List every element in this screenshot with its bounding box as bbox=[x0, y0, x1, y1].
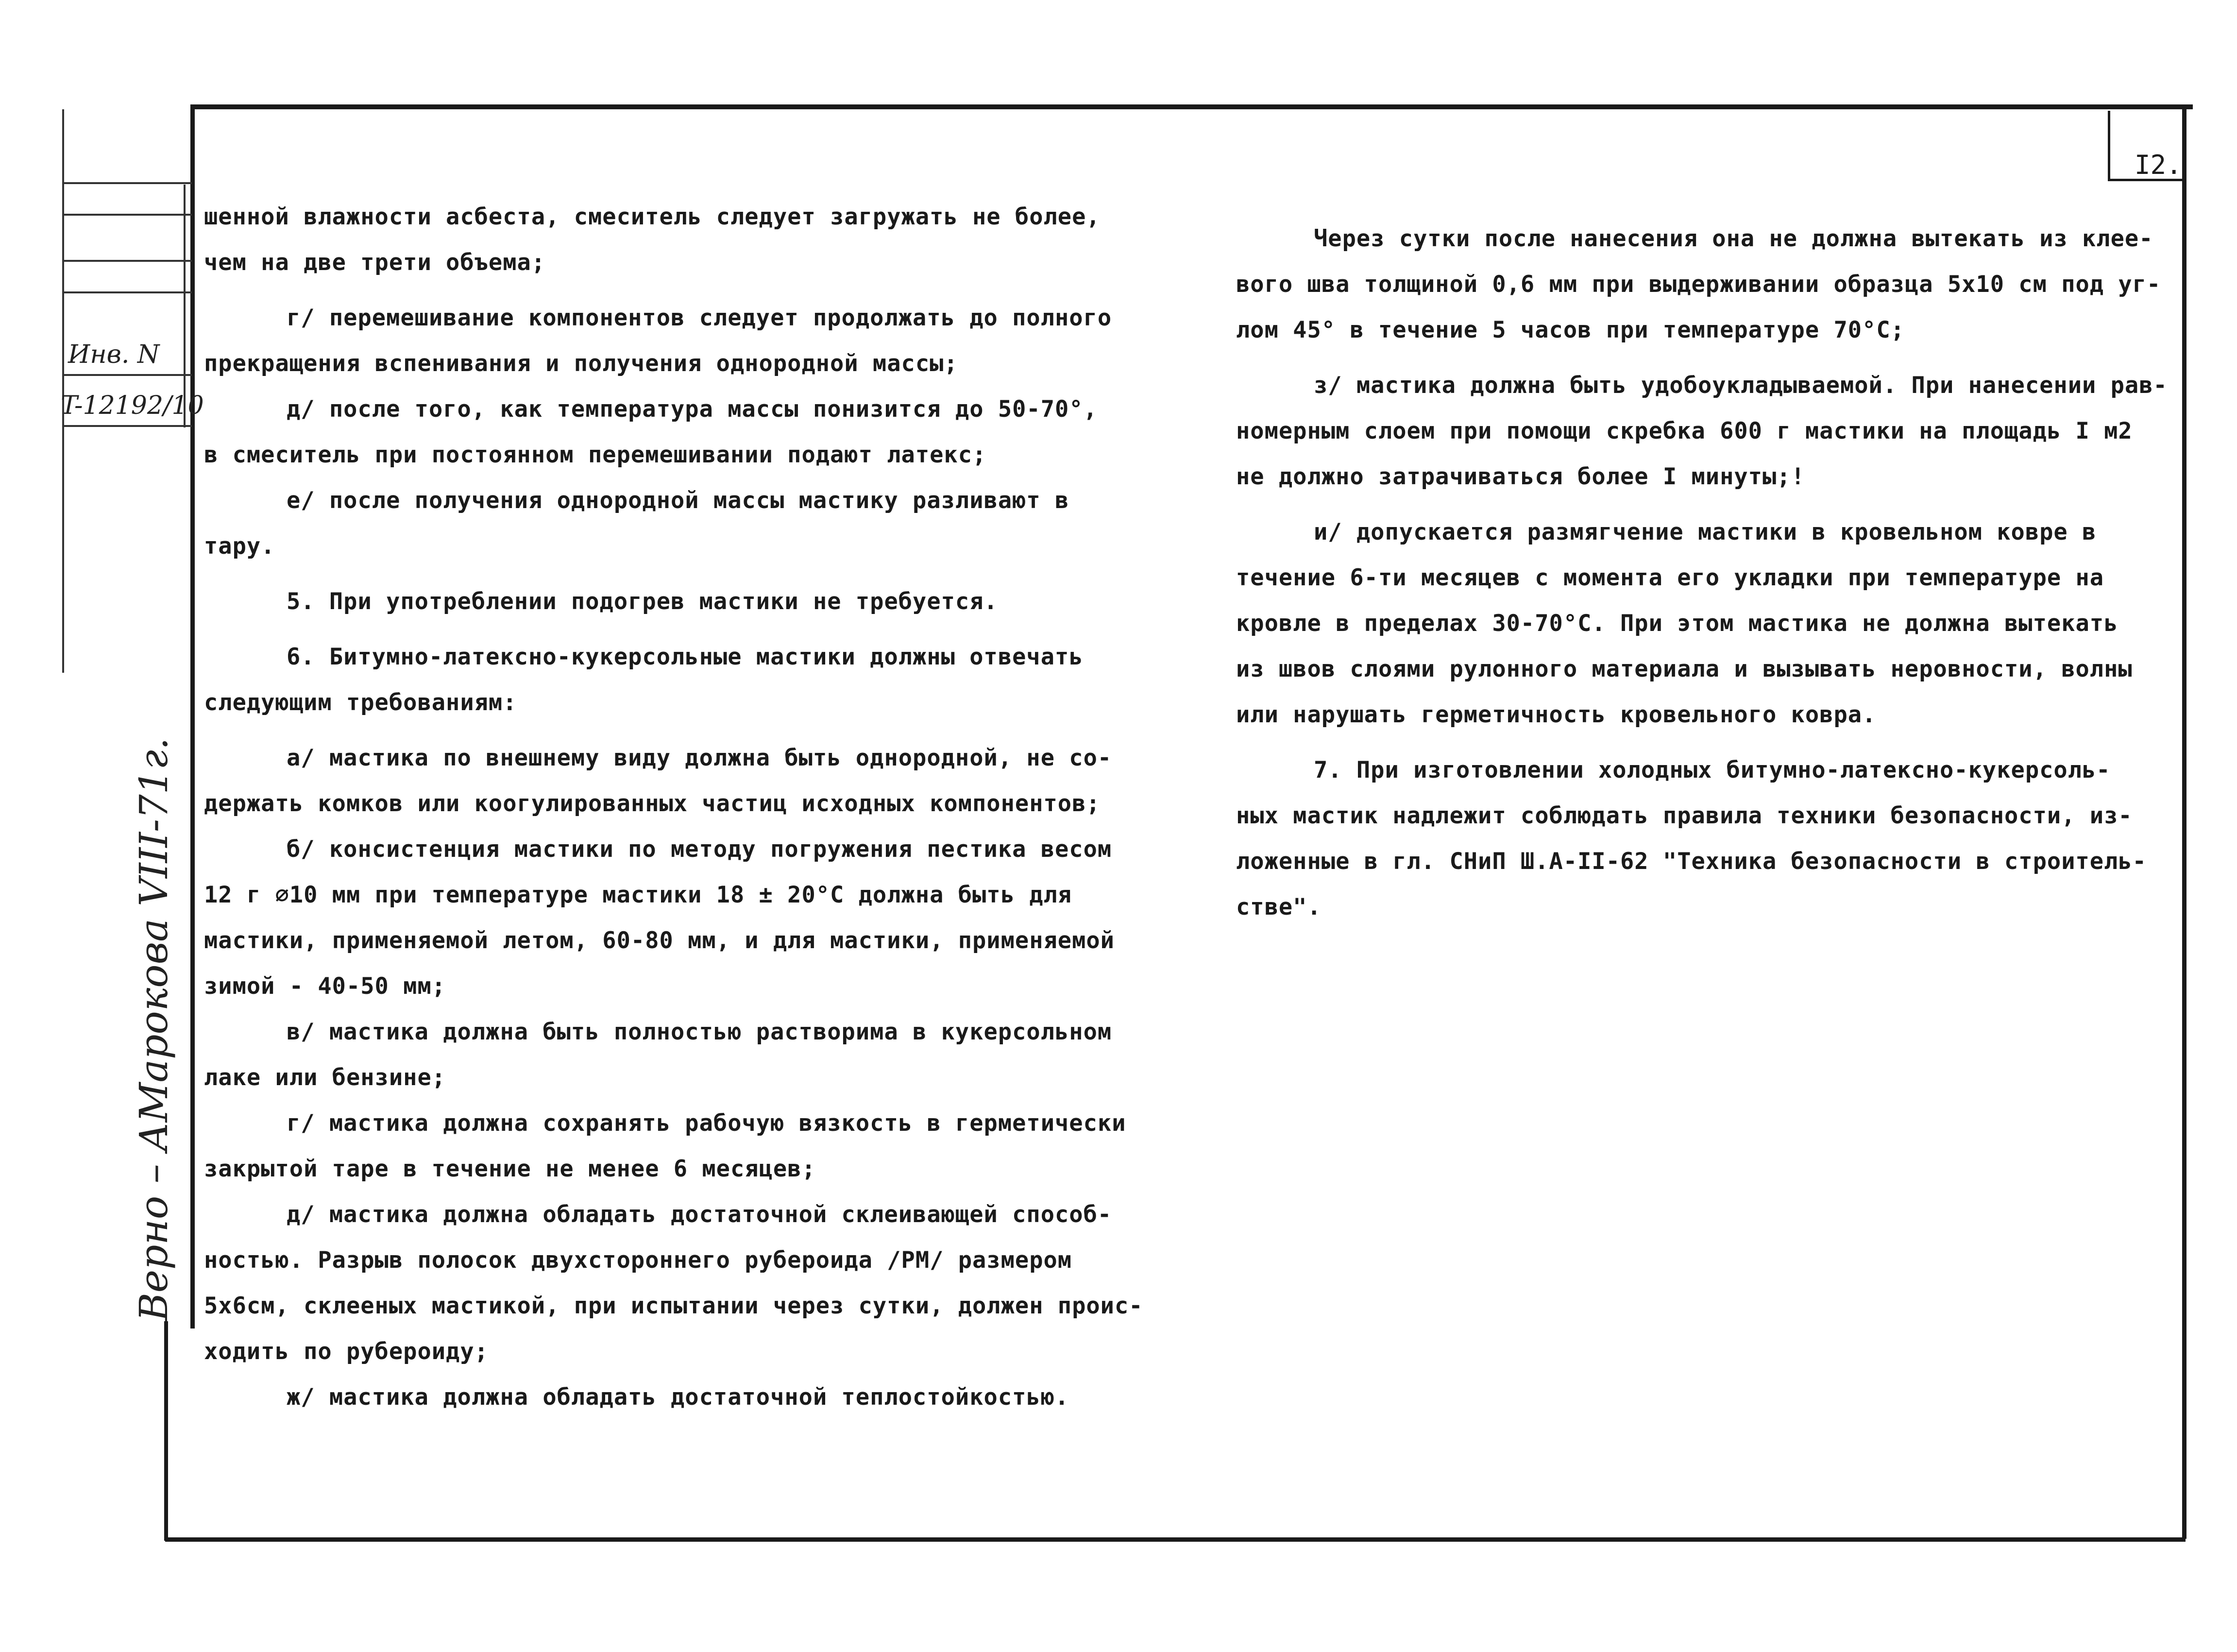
paragraph-gap bbox=[204, 726, 1175, 735]
paragraph-gap bbox=[204, 569, 1175, 579]
frame-top-border bbox=[192, 104, 2193, 109]
stamp-line bbox=[63, 374, 192, 376]
text-line: зимой - 40-50 мм; bbox=[204, 973, 446, 1000]
text-line: 12 г ∅10 мм при температуре мастики 18 ± 20°С должна быть для bbox=[204, 882, 1072, 908]
text-line: г/ мастика должна сохранять рабочую вязкость в герметически bbox=[287, 1110, 1126, 1137]
text-line: стве". bbox=[1236, 894, 1322, 920]
paragraph-gap bbox=[204, 286, 1175, 295]
stamp-line bbox=[63, 291, 192, 293]
text-line: 5. При употреблении подогрев мастики не требуется. bbox=[287, 588, 998, 615]
frame-left-lower-border bbox=[164, 1321, 168, 1541]
text-line: течение 6-ти месяцев с момента его укладки при температуре на bbox=[1236, 564, 2104, 591]
stamp-line bbox=[63, 260, 192, 262]
text-line: закрытой таре в течение не менее 6 месяцев; bbox=[204, 1156, 816, 1182]
text-line: е/ после получения однородной массы мастику разливают в bbox=[287, 487, 1069, 514]
text-line: б/ консистенция мастики по методу погружения пестика весом bbox=[287, 836, 1112, 863]
right-text-column bbox=[1236, 216, 2183, 930]
text-line: из швов слоями рулонного материала и вызывать неровности, волны bbox=[1236, 656, 2133, 682]
text-line: лом 45° в течение 5 часов при температуре 70°С; bbox=[1236, 317, 1905, 343]
left-text-column bbox=[204, 194, 1175, 1420]
text-line: ложенные в гл. СНиП Ш.А-II-62 "Техника безопасности в строитель- bbox=[1236, 848, 2147, 875]
text-line: Через сутки после нанесения она не должна вытекать из клее- bbox=[1314, 225, 2153, 252]
text-line: а/ мастика по внешнему виду должна быть однородной, не со- bbox=[287, 745, 1112, 771]
paragraph-gap bbox=[1236, 353, 2183, 363]
text-line: ных мастик надлежит соблюдать правила техники безопасности, из- bbox=[1236, 802, 2133, 829]
text-line: номерным слоем при помощи скребка 600 г мастики на площадь I м2 bbox=[1236, 418, 2133, 444]
text-line: в смеситель при постоянном перемешивании подают латекс; bbox=[204, 442, 987, 468]
inventory-number: T-12192/10 bbox=[61, 391, 204, 420]
text-line: держать комков или коогулированных частиц исходных компонентов; bbox=[204, 790, 1101, 817]
text-line: д/ мастика должна обладать достаточной склеивающей способ- bbox=[287, 1201, 1112, 1228]
text-line: не должно затрачиваться более I минуты;! bbox=[1236, 463, 1805, 490]
text-line: з/ мастика должна быть удобоукладываемой. При нанесении рав- bbox=[1314, 372, 2168, 399]
text-line: следующим требованиям: bbox=[204, 689, 517, 716]
text-line: или нарушать герметичность кровельного ковра. bbox=[1236, 701, 1877, 728]
text-line: ж/ мастика должна обладать достаточной теплостойкостью. bbox=[287, 1384, 1069, 1411]
text-line: д/ после того, как температура массы понизится до 50-70°, bbox=[287, 396, 1098, 423]
stamp-line bbox=[63, 182, 192, 184]
text-line: мастики, применяемой летом, 60-80 мм, и для мастики, применяемой bbox=[204, 927, 1115, 954]
frame-left-border bbox=[190, 104, 195, 1328]
text-line: чем на две трети объема; bbox=[204, 249, 546, 276]
inventory-label: Инв. N bbox=[68, 340, 160, 369]
stamp-line bbox=[63, 214, 192, 216]
stamp-line bbox=[63, 425, 192, 427]
text-line: вого шва толщиной 0,6 мм при выдерживании образца 5х10 см под уг- bbox=[1236, 271, 2161, 298]
frame-bottom-border bbox=[165, 1537, 2186, 1542]
text-line: 5х6см, склееных мастикой, при испытании через сутки, должен проис- bbox=[204, 1293, 1143, 1319]
text-line: прекращения вспенивания и получения однородной массы; bbox=[204, 350, 958, 377]
text-line: шенной влажности асбеста, смеситель следует загружать не более, bbox=[204, 204, 1101, 230]
signature-note: Верно – АМарокова VIII-71г. bbox=[131, 737, 176, 1321]
text-line: г/ перемешивание компонентов следует продолжать до полного bbox=[287, 305, 1112, 331]
paragraph-gap bbox=[1236, 500, 2183, 510]
text-line: и/ допускается размягчение мастики в кровельном ковре в bbox=[1314, 519, 2097, 545]
paragraph-gap bbox=[204, 625, 1175, 634]
text-line: кровле в пределах 30-70°С. При этом мастика не должна вытекать bbox=[1236, 610, 2118, 637]
paragraph-gap bbox=[1236, 738, 2183, 748]
text-line: тару. bbox=[204, 533, 275, 560]
text-line: в/ мастика должна быть полностью растворима в кукерсольном bbox=[287, 1019, 1112, 1045]
text-line: ходить по рубероиду; bbox=[204, 1338, 489, 1365]
sheet-number: I2. bbox=[2135, 150, 2182, 180]
text-line: 6. Битумно-латексно-кукерсольные мастики должны отвечать bbox=[287, 644, 1084, 670]
text-line: 7. При изготовлении холодных битумно-латексно-кукерсоль- bbox=[1314, 757, 2111, 783]
text-line: лаке или бензине; bbox=[204, 1064, 446, 1091]
text-line: ностью. Разрыв полосок двухстороннего рубероида /РМ/ размером bbox=[204, 1247, 1072, 1274]
